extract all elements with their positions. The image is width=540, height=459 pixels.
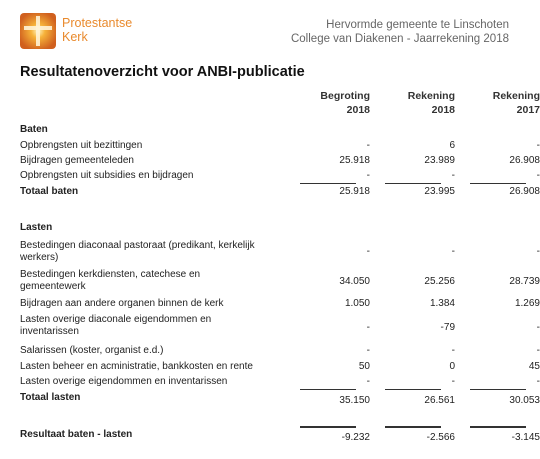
total-divider	[470, 183, 526, 184]
page-title: Resultatenoverzicht voor ANBI-publicatie	[20, 64, 305, 80]
total-divider	[385, 389, 441, 390]
logo-text-line1: Protestantse	[62, 16, 133, 30]
column-header-begroting-2018: Begroting 2018	[320, 90, 370, 116]
result-divider	[470, 426, 526, 428]
cross-logo-icon	[20, 13, 56, 49]
report-name: College van Diakenen - Jaarrekening 2018	[290, 33, 509, 45]
result-divider	[385, 426, 441, 428]
total-divider	[300, 183, 356, 184]
total-divider	[300, 389, 356, 390]
total-divider	[470, 389, 526, 390]
logo-text-line2: Kerk	[62, 30, 88, 44]
org-name: Hervormde gemeente te Linschoten	[326, 19, 509, 31]
total-divider	[385, 183, 441, 184]
organization-header	[291, 18, 509, 46]
column-header-rekening-2018: Rekening 2018	[407, 90, 455, 116]
church-logo	[20, 13, 160, 53]
column-header-rekening-2017: Rekening 2017	[492, 90, 540, 116]
result-divider	[300, 426, 356, 428]
